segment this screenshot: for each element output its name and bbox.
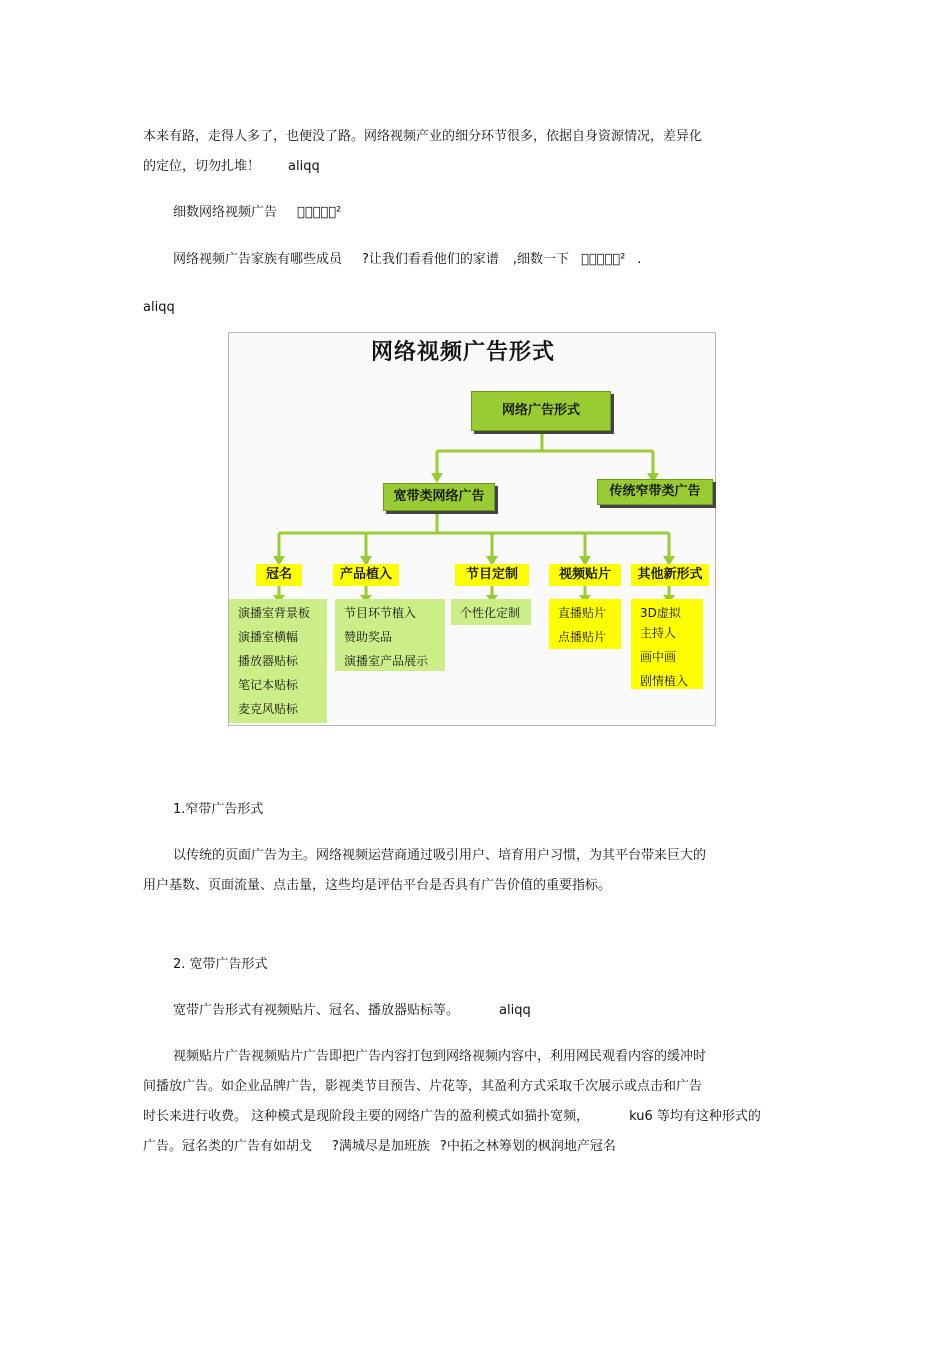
category-program-custom: 节目定制	[455, 564, 529, 586]
list-item: 演播室产品展示	[344, 654, 429, 668]
section-heading-narrowband: 1.窄带广告形式	[173, 802, 264, 817]
paragraph-line: 本来有路，走得人多了，也便没了路。网络视频产业的细分环节很多，依据自身资源情况，差异化	[143, 129, 703, 144]
paragraph-line: 用户基数、页面流量、点击量，这些均是评估平台是否具有广告价值的重要指标。	[143, 878, 612, 893]
list-video-patch	[549, 599, 621, 649]
list-product-placement	[335, 599, 445, 671]
paragraph-line: 宽带广告形式有视频贴片、冠名、播放器贴标等。 aliqq	[173, 1003, 531, 1018]
root-node: 网络广告形式	[471, 391, 611, 431]
list-item: 剧情植入	[640, 674, 689, 688]
list-item: 节目环节植入	[344, 606, 417, 620]
paragraph-line: 广告。冠名类的广告有如胡戈 ?满城尽是加班族 ?中拓之林筹划的枫润地产冠名	[143, 1139, 616, 1154]
paragraph-line: 网络视频广告家族有哪些成员 ?让我们看看他们的家谱 ,细数一下 𦬰珍宝类型² .	[173, 252, 642, 267]
paragraph-line: aliqq	[143, 300, 175, 315]
list-item: 主持人	[640, 626, 677, 640]
list-item: 赞助奖品	[344, 630, 393, 644]
list-item: 笔记本贴标	[238, 678, 299, 692]
list-item: 麦克风贴标	[238, 702, 299, 716]
list-item: 直播贴片	[558, 606, 607, 620]
category-video-patch: 视频贴片	[549, 564, 621, 586]
list-item: 演播室背景板	[238, 606, 311, 620]
list-item: 个性化定制	[460, 606, 521, 620]
section-subtitle: 细数网络视频广告 𦬰珍宝类型²	[173, 205, 342, 220]
list-item: 3D虚拟	[640, 606, 681, 620]
list-item: 点播贴片	[558, 630, 607, 644]
list-other-forms	[631, 599, 703, 689]
list-item: 演播室横幅	[238, 630, 299, 644]
narrowband-node: 传统窄带类广告	[597, 479, 713, 505]
list-item: 画中画	[640, 650, 677, 664]
section-heading-broadband: 2. 宽带广告形式	[173, 957, 268, 972]
list-naming	[229, 599, 327, 723]
category-other-forms: 其他新形式	[631, 564, 709, 586]
paragraph-line: 以传统的页面广告为主。网络视频运营商通过吸引用户、培育用户习惯，为其平台带来巨大的	[173, 848, 707, 863]
diagram-title: 网络视频广告形式	[371, 340, 556, 365]
category-naming: 冠名	[256, 564, 302, 586]
paragraph-line: 时长来进行收费。 这种模式是现阶段主要的网络广告的盈利模式如猫扑宽频， ku6 等均有这种形式的	[143, 1109, 761, 1124]
category-product-placement: 产品植入	[333, 564, 399, 586]
ad-forms-diagram	[228, 332, 716, 726]
list-program-custom	[451, 599, 531, 625]
list-item: 播放器贴标	[238, 654, 299, 668]
paragraph-line: 的定位，切勿扎堆！ aliqq	[143, 159, 320, 174]
paragraph-line: 间播放广告。如企业品牌广告，影视类节目预告、片花等，其盈利方式采取千次展示或点击和广告	[143, 1079, 703, 1094]
paragraph-line: 视频贴片广告视频贴片广告即把广告内容打包到网络视频内容中，利用网民观看内容的缓冲时	[173, 1049, 707, 1064]
broadband-node: 宽带类网络广告	[383, 483, 495, 511]
